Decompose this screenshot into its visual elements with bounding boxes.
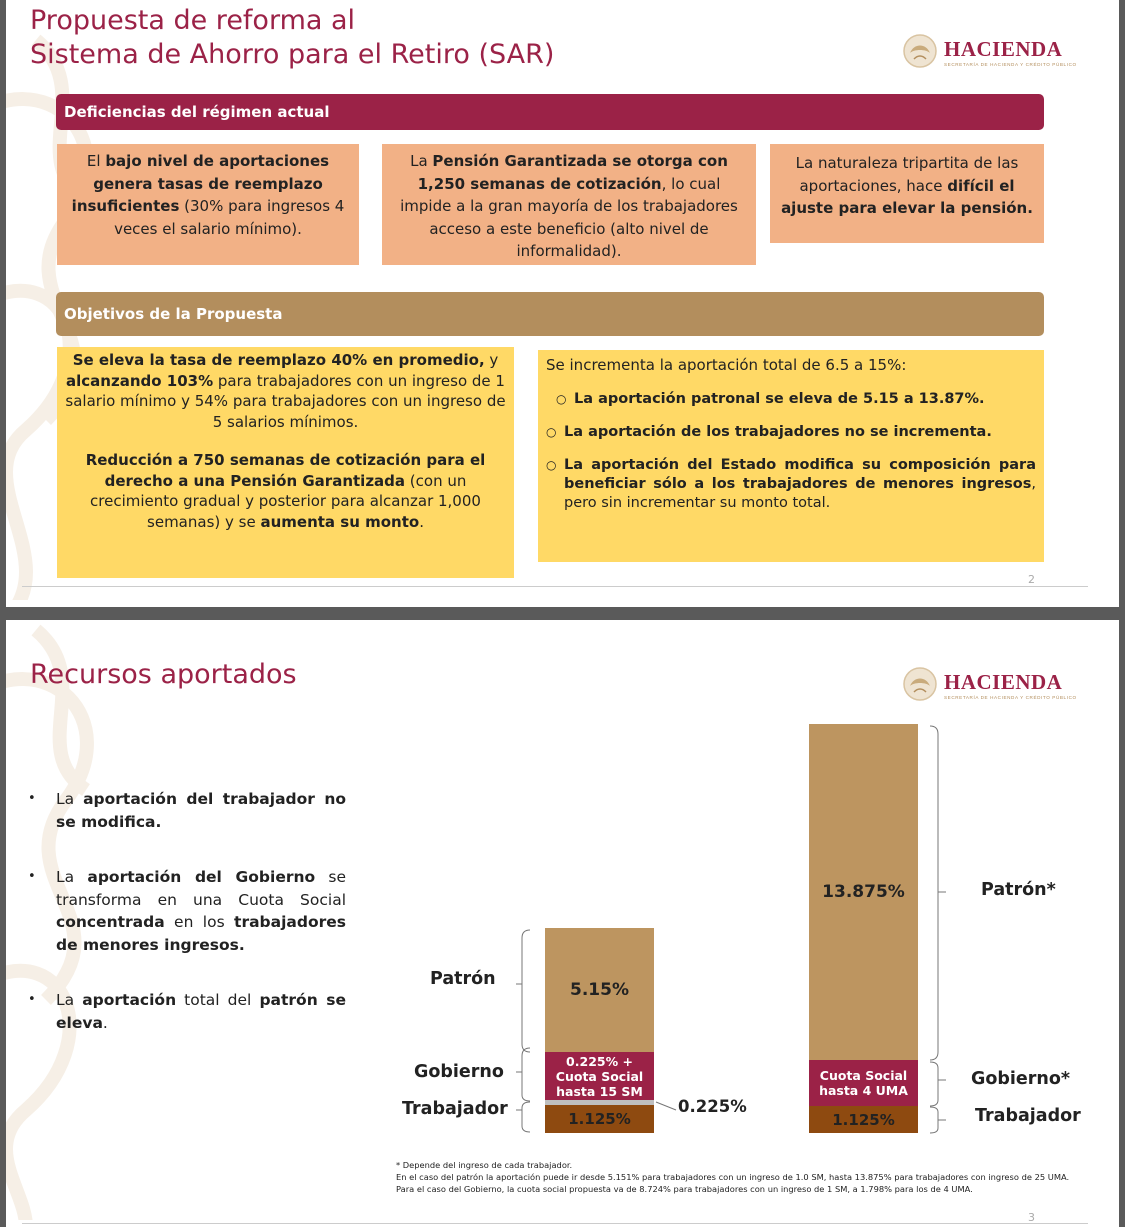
deficiency-card-3: [770, 144, 1044, 243]
page-number: 3: [1028, 1211, 1035, 1224]
text: La: [56, 868, 88, 886]
right-label-trabajador: Trabajador: [975, 1106, 1081, 1126]
data-label: Cuota Social hasta 4 UMA: [819, 1068, 908, 1098]
text: en los: [164, 913, 235, 931]
left-label-trabajador: Trabajador: [402, 1099, 508, 1119]
right-trabajador-bracket: [930, 1107, 946, 1133]
left-label-patron: Patrón: [430, 969, 496, 989]
text: La: [56, 991, 83, 1009]
hacienda-logo: [900, 33, 1090, 73]
data-label: 5.15%: [570, 980, 629, 1000]
page-title: Recursos aportados: [30, 659, 297, 690]
card-text: (30% para ingresos 4 veces el salario mínimo).: [114, 197, 345, 238]
objective-bullet-2: [546, 423, 1036, 442]
text-bold: concentrada: [56, 913, 165, 931]
logo-subtitle: SECRETARÍA DE HACIENDA Y CRÉDITO PÚBLICO: [944, 695, 1077, 700]
text: (con un crecimiento gradual y posterior para alcanzar 1,000 semanas) y se: [90, 471, 481, 531]
data-label: 1.125%: [832, 1110, 895, 1129]
text: para trabajadores con un ingreso de 1 salario mínimo y 54% para trabajadores con un ingreso de 5 salarios mínimos.: [65, 371, 506, 431]
left-gobierno-bracket: [516, 1048, 530, 1101]
footnote-1: * Depende del ingreso de cada trabajador.: [396, 1160, 573, 1170]
circle-bullet-icon: ○: [546, 424, 557, 439]
left-patron-bracket: [516, 930, 530, 1052]
card-text: , lo cual impide a la gran mayoría de los trabajadores acceso a este beneficio (alto nivel de informalidad).: [400, 174, 738, 260]
bullet-dot-icon: •: [28, 791, 36, 806]
bullet-text-bold: La aportación del Estado modifica su composición para beneficiar sólo a los trabajadores de menores ingresos: [564, 456, 1036, 492]
text: se transforma en una Cuota Social: [56, 868, 346, 909]
data-label: 1.125%: [568, 1110, 631, 1128]
right-gobierno-bracket: [930, 1062, 946, 1106]
section-title: Deficiencias del régimen actual: [64, 103, 330, 121]
objective-lead: Se incrementa la aportación total de 6.5 a 15%:: [546, 356, 907, 374]
card-text: La naturaleza tripartita de las aportaciones, hace: [795, 154, 1019, 195]
slide-propuesta-reforma: [6, 0, 1119, 607]
objective-card-right: [538, 350, 1044, 562]
right-patron-bracket: [930, 726, 946, 1060]
deficiency-card-2: [382, 144, 756, 265]
card-text-bold: Pensión Garantizada se otorga con 1,250 semanas de cotización: [417, 152, 728, 193]
callout-label-0225: 0.225%: [678, 1097, 747, 1116]
text-bold: alcanzando 103%: [66, 371, 214, 390]
text-bold: aportación del trabajador no se modifica.: [56, 790, 347, 831]
text-bold: aportación: [82, 991, 177, 1009]
text-bold: patrón se eleva: [56, 991, 347, 1032]
section-header-objetivos: [56, 292, 1044, 336]
text: .: [102, 1013, 108, 1032]
objective-card-left: [57, 347, 514, 578]
logo-subtitle: SECRETARÍA DE HACIENDA Y CRÉDITO PÚBLICO: [944, 62, 1077, 67]
right-label-gobierno: Gobierno*: [971, 1069, 1071, 1089]
eagle-seal-icon: [900, 33, 940, 73]
objective-paragraph-1: [65, 350, 506, 432]
text-bold: trabajadores de menores ingresos.: [56, 913, 346, 954]
text: total del: [176, 991, 260, 1009]
card-text-bold: difícil el ajuste para elevar la pensión.: [781, 176, 1033, 217]
page-title: [30, 4, 554, 72]
objective-bullet-1: [546, 390, 1036, 409]
logo-name: HACIENDA: [944, 670, 1063, 694]
footnote-2: En el caso del patrón la aportación puede ir desde 5.151% para trabajadores con un ingreso de 1.0 SM, hasta 13.875% para trabajadores con ingreso de 25 UMA.: [396, 1171, 1070, 1182]
bullet-dot-icon: •: [28, 992, 36, 1007]
page-number: 2: [1028, 573, 1035, 586]
left-trabajador-bracket: [516, 1102, 530, 1132]
text-bold: aumenta su monto: [260, 512, 420, 531]
slide-recursos-aportados: [6, 620, 1119, 1227]
section-title: Objetivos de la Propuesta: [64, 305, 283, 323]
footer-divider: [22, 586, 1088, 587]
objective-bullet-3: [546, 456, 1036, 513]
circle-bullet-icon: ○: [556, 391, 567, 406]
deficiency-card-1: [57, 144, 359, 265]
bullet-text: , pero sin incrementar su monto total.: [564, 475, 1036, 511]
circle-bullet-icon: ○: [546, 457, 557, 472]
data-label: 0.225% + Cuota Social hasta 15 SM: [555, 1053, 644, 1099]
right-label-patron: Patrón*: [981, 880, 1056, 900]
left-label-gobierno: Gobierno: [414, 1062, 504, 1082]
text-bold: Se eleva la tasa de reemplazo 40% en promedio,: [72, 351, 485, 369]
bullet-dot-icon: •: [28, 869, 36, 884]
text-bold: aportación del Gobierno: [87, 868, 316, 886]
card-text: La: [410, 152, 433, 170]
callout-line: [656, 1102, 676, 1110]
text: y: [484, 351, 499, 369]
title-line-2: Sistema de Ahorro para el Retiro (SAR): [30, 39, 555, 70]
text: .: [419, 512, 424, 531]
bullet-text: La aportación patronal se eleva de 5.15 a 13.87%.: [574, 390, 985, 407]
bullet-text: La aportación de los trabajadores no se incrementa.: [564, 423, 992, 440]
logo-name: HACIENDA: [944, 37, 1063, 61]
card-text: El: [86, 152, 106, 170]
section-header-deficiencias: [56, 94, 1044, 130]
text-bold: Reducción a 750 semanas de cotización para el derecho a una Pensión Garantizada: [85, 451, 486, 490]
text: La: [56, 790, 84, 808]
bracket-lines: [6, 620, 1119, 1227]
footnotes: [396, 1160, 1106, 1195]
footnote-3: Para el caso del Gobierno, la cuota social propuesta va de 8.724% para trabajadores con un ingreso de 1 SM, a 1.798% para los de 4 UMA.: [396, 1183, 973, 1194]
footer-divider: [22, 1223, 1088, 1224]
data-label: 13.875%: [822, 882, 905, 902]
card-text-bold: bajo nivel de aportaciones genera tasas de reemplazo insuficientes: [71, 152, 330, 215]
objective-paragraph-2: [65, 450, 506, 532]
title-line-1: Propuesta de reforma al: [30, 5, 356, 36]
